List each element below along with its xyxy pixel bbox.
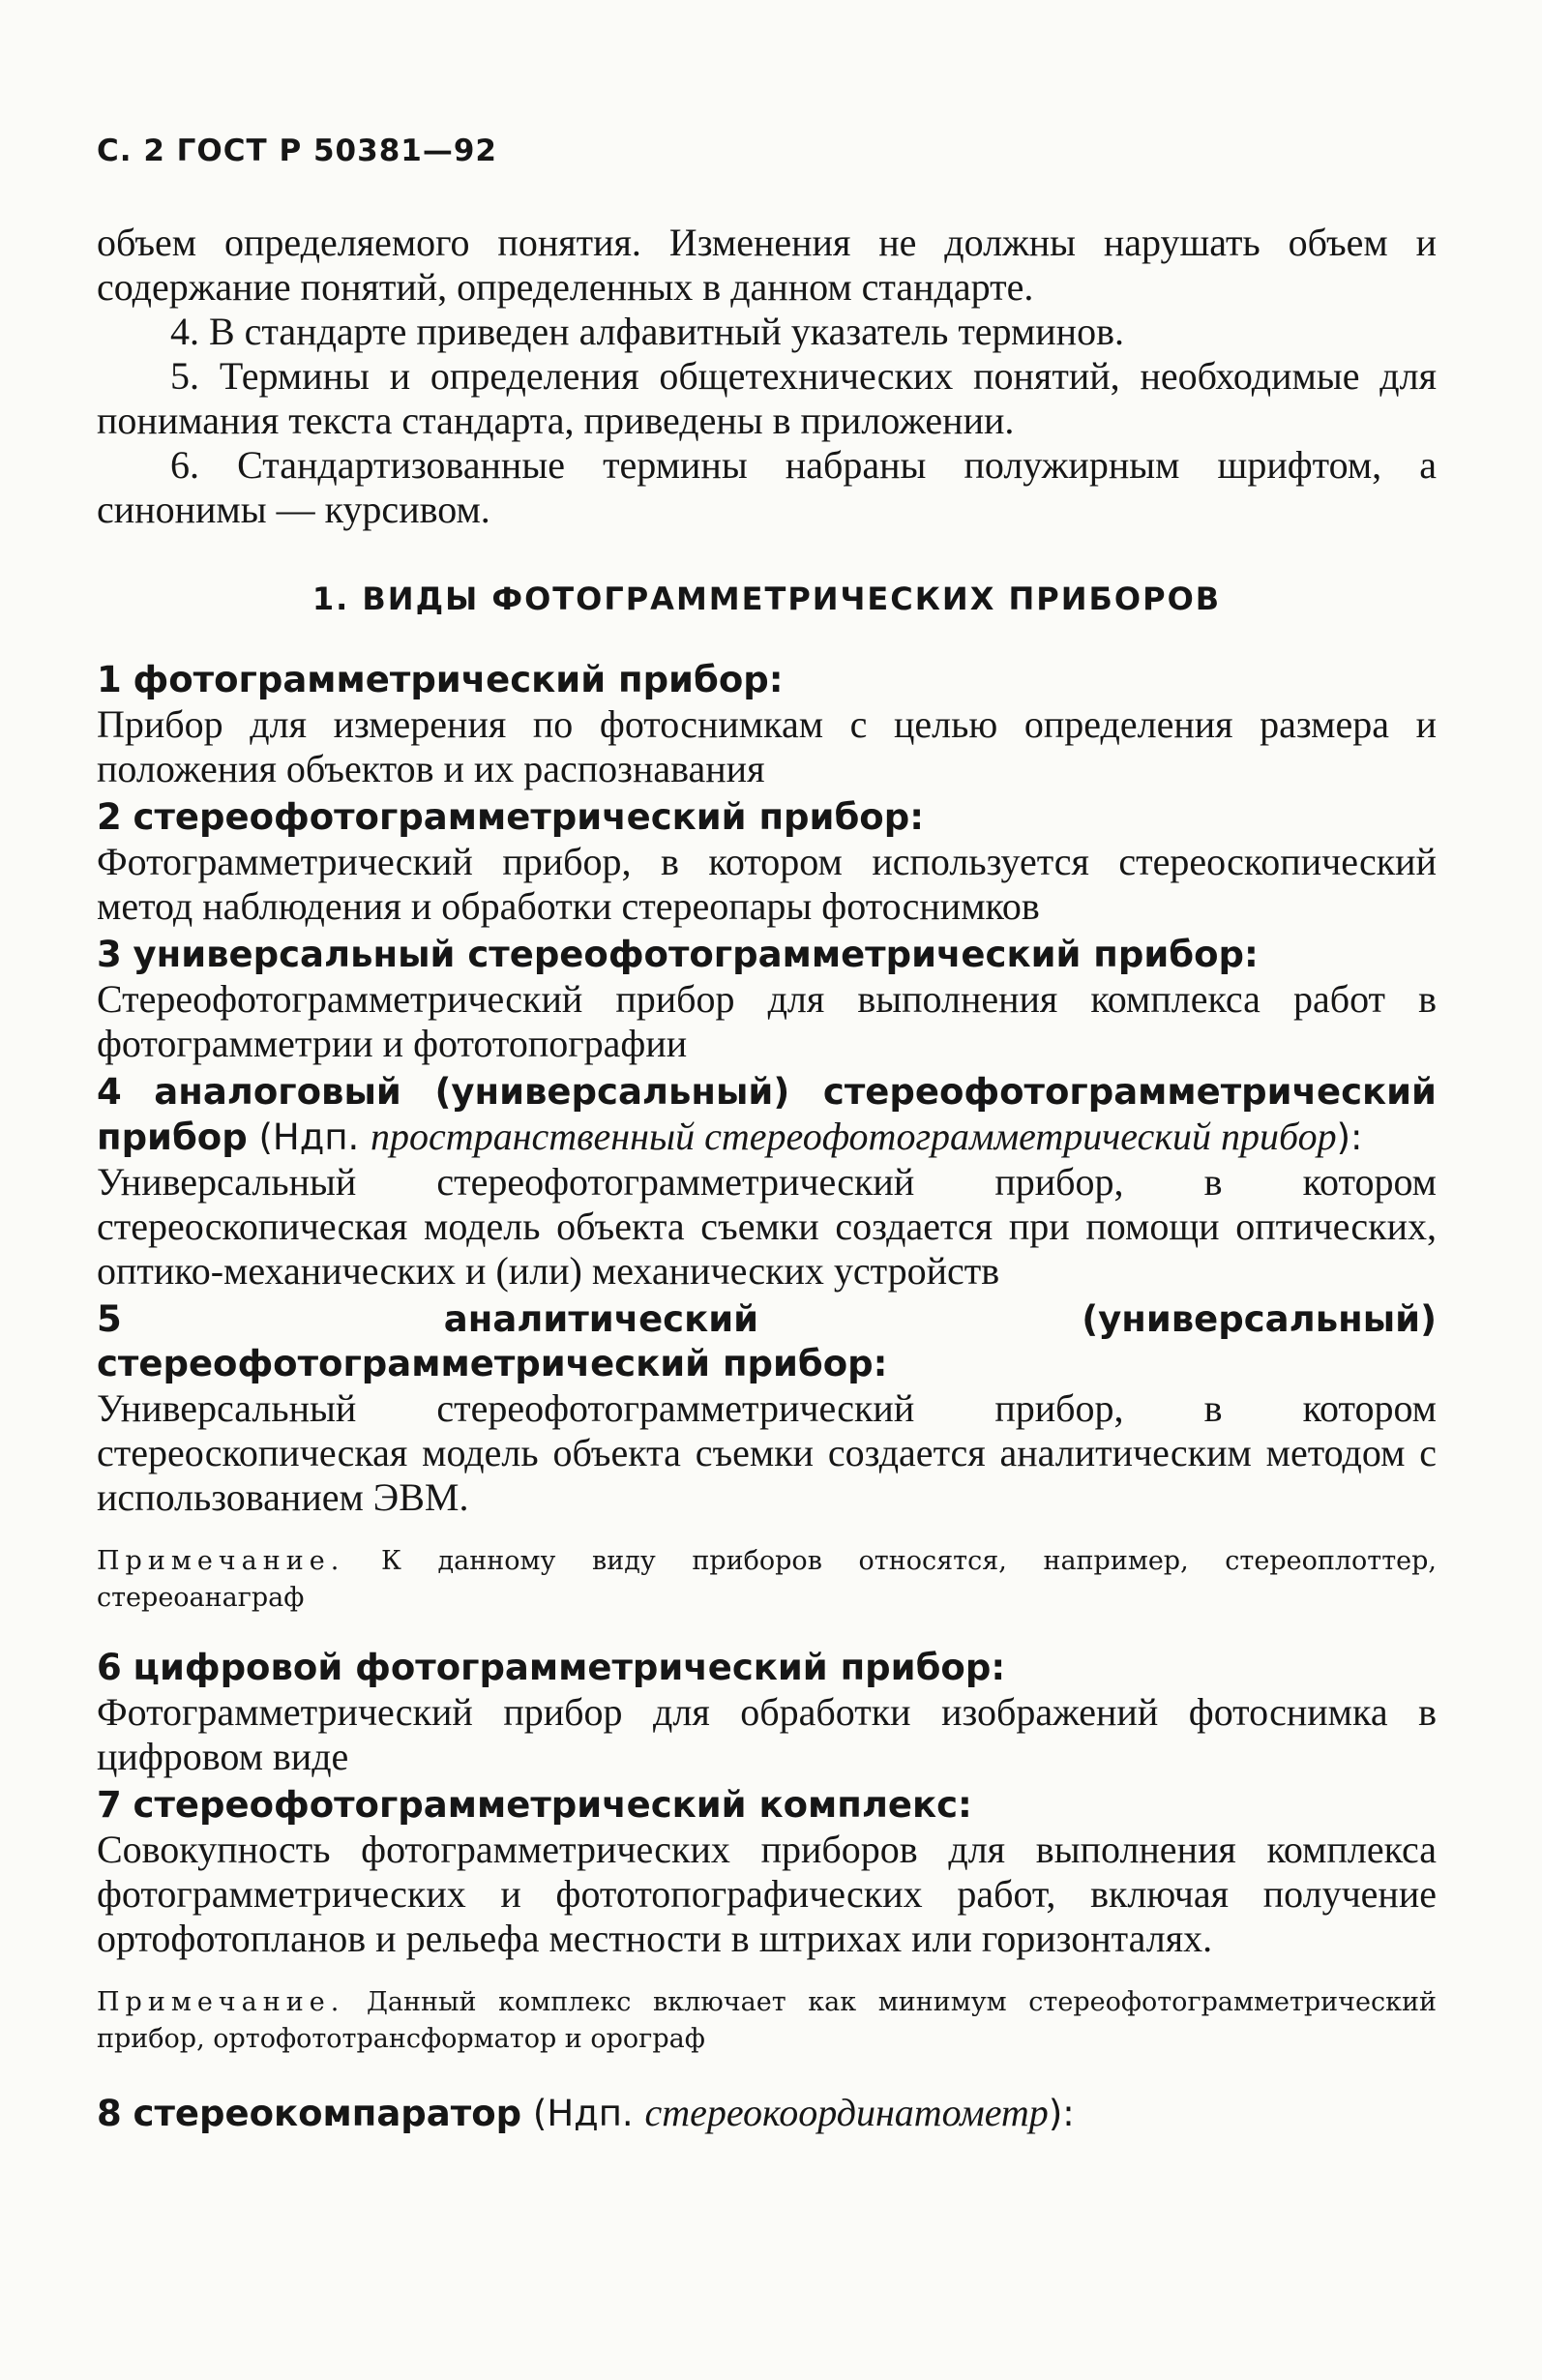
term-name: стереокомпаратор [133, 2093, 522, 2134]
note-term-7 [97, 1984, 1437, 2058]
term-6-definition: Фотограмметрический прибор для обработки изображений фотоснимка в цифровом виде [97, 1690, 1437, 1778]
term-6-heading [97, 1646, 1437, 1690]
term-name: универсальный стереофотограмметрический прибор: [133, 934, 1259, 975]
term-name: стереофотограмметрический комплекс: [133, 1784, 972, 1826]
term-synonym: пространственный стереофотограмметрический прибор [371, 1115, 1337, 1158]
note-text: К данному виду приборов относятся, например, стереоплоттер, стереоанаграф [97, 1546, 1437, 1613]
term-number: 8 [97, 2093, 122, 2134]
term-2-definition: Фотограмметрический прибор, в котором используется стереоскопический метод наблюдения и обработки стереопары фотоснимков [97, 840, 1437, 928]
term-number: 2 [97, 796, 122, 838]
term-2-heading [97, 795, 1437, 840]
term-name: фотограмметрический прибор: [133, 659, 784, 700]
term-8-heading [97, 2091, 1437, 2136]
term-number: 7 [97, 1784, 122, 1826]
term-7-definition: Совокупность фотограмметрических приборов для выполнения комплекса фотограмметрических и фототопографических работ, включая получение ортофотопланов и рельефа местности в штрихах или горизонталях. [97, 1828, 1437, 1960]
term-number: 4 [97, 1071, 122, 1113]
term-1-definition: Прибор для измерения по фотоснимкам с целью определения размера и положения объектов и их распознавания [97, 702, 1437, 790]
intro-paragraph-4: 4. В стандарте приведен алфавитный указатель терминов. [170, 310, 1124, 353]
term-number: 3 [97, 934, 122, 975]
term-name: цифровой фотограмметрический прибор: [133, 1647, 1006, 1688]
term-3-heading [97, 933, 1437, 977]
term-4-heading [97, 1070, 1437, 1160]
section-title: 1. ВИДЫ ФОТОГРАММЕТРИЧЕСКИХ ПРИБОРОВ [311, 580, 1222, 617]
term-number: 6 [97, 1647, 122, 1688]
ndp-label: Ндп. [272, 1116, 360, 1158]
note-term-5 [97, 1543, 1437, 1617]
note-label: Примечание. [97, 1546, 345, 1576]
term-5-heading [97, 1297, 1437, 1386]
note-text: Данный комплекс включает как минимум стереофотограмметрический прибор, ортофототрансформатор и орограф [97, 1987, 1437, 2054]
ndp-label: Ндп. [547, 2093, 634, 2134]
term-name: аналоговый (универсальный) стереофотограмметрический прибор [97, 1071, 1437, 1158]
page-content [97, 221, 1437, 2136]
term-name: стереофотограмметрический прибор: [133, 796, 924, 838]
term-ndp-group: (Ндп. стереокоординатометр): [532, 2091, 1075, 2134]
term-synonym: стереокоординатометр [644, 2091, 1049, 2134]
term-7-heading [97, 1783, 1437, 1828]
term-ndp-group: (Ндп. пространственный стереофотограмметрический прибор): [258, 1115, 1363, 1158]
note-label: Примечание. [97, 1987, 345, 2017]
term-1-heading [97, 658, 1437, 702]
term-number: 1 [97, 659, 122, 700]
intro-paragraph-6: 6. Стандартизованные термины набраны полужирным шрифтом, а синонимы — курсивом. [97, 443, 1437, 531]
term-name: аналитический (универсальный) стереофотограмметрический прибор: [97, 1298, 1438, 1384]
page-header: С. 2 ГОСТ Р 50381—92 [97, 134, 497, 168]
term-number: 5 [97, 1298, 122, 1340]
intro-paragraph-1: объем определяемого понятия. Изменения не должны нарушать объем и содержание понятий, определенных в данном стандарте. [97, 221, 1437, 309]
term-5-definition: Универсальный стереофотограмметрический прибор, в котором стереоскопическая модель объекта съемки создается аналитическим методом с использованием ЭВМ. [97, 1386, 1437, 1519]
term-3-definition: Стереофотограмметрический прибор для выполнения комплекса работ в фотограмметрии и фототопографии [97, 977, 1437, 1065]
intro-paragraph-5: 5. Термины и определения общетехнических понятий, необходимые для понимания текста стандарта, приведены в приложении. [97, 354, 1437, 442]
term-4-definition: Универсальный стереофотограмметрический прибор, в котором стереоскопическая модель объекта съемки создается при помощи оптических, оптико-механических и (или) механических устройств [97, 1160, 1437, 1293]
